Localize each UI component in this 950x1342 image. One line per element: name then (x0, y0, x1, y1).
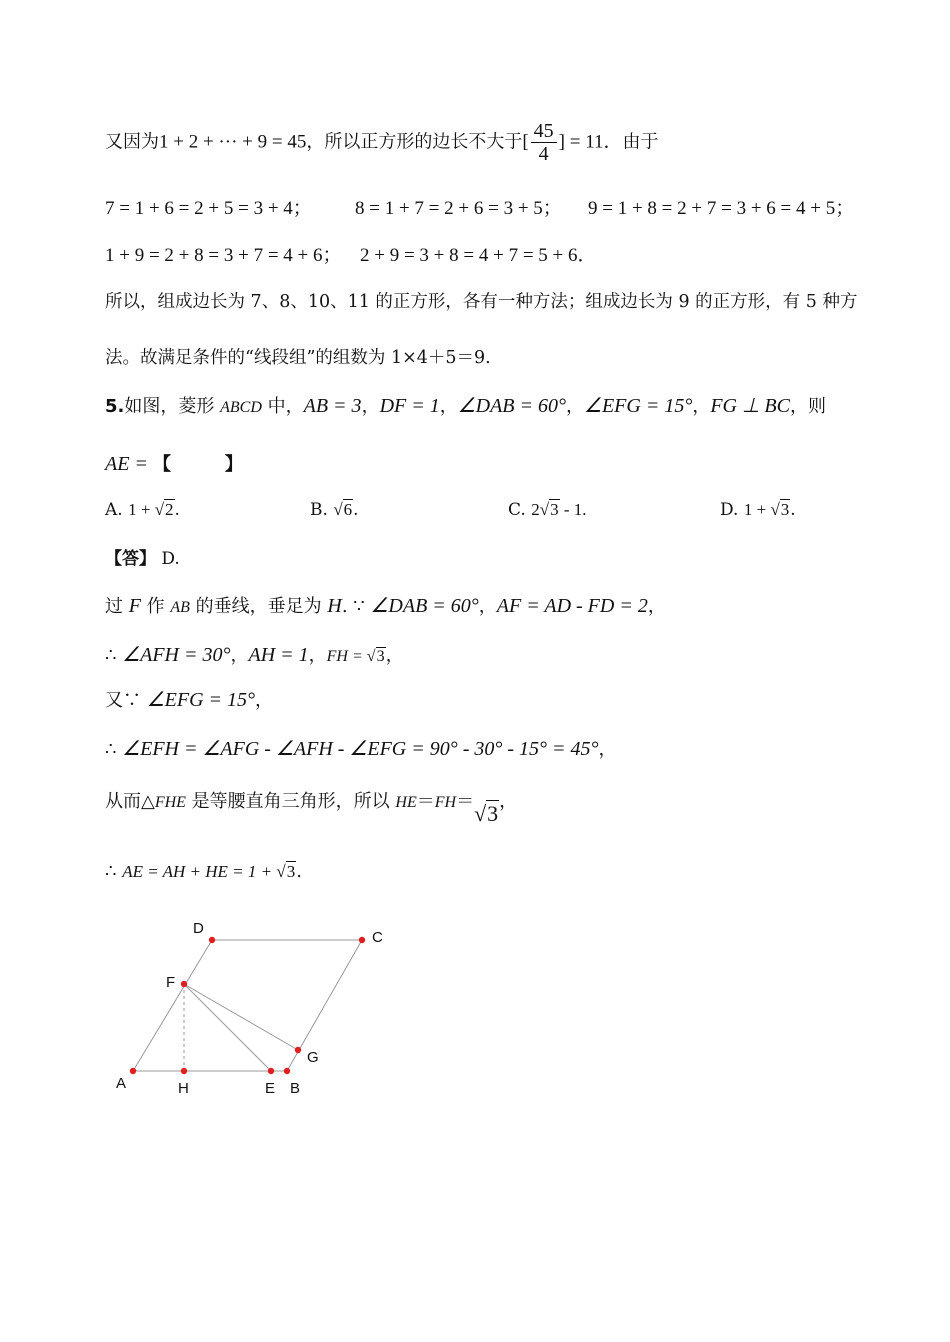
conclusion-line-2: 法。故满足条件的“线段组”的组数为 1×4＋5＝9. (105, 348, 491, 368)
label-e: E (265, 1080, 276, 1097)
label-h: H (178, 1080, 189, 1097)
label-d: D (193, 920, 204, 937)
label-b: B (290, 1080, 301, 1097)
answer-line: 【答】 D. (105, 549, 180, 569)
problem-number: 5. (105, 396, 125, 417)
segment-fe (184, 984, 271, 1071)
point-f (181, 981, 187, 987)
point-a (130, 1068, 136, 1074)
solution-line-4: ∴ ∠EFH = ∠AFG - ∠AFH - ∠EFG = 90° - 30° - 15° = 45°， (105, 738, 617, 760)
problem-statement: 5.如图，菱形 ABCD 中，AB = 3，DF = 1，∠DAB = 60°，∠EFG = 15°，FG ⊥ BC，则 (105, 395, 826, 417)
option-b: B. √6. (310, 500, 359, 520)
label-f: F (166, 974, 176, 991)
intro-line: 又因为1 + 2 + ··· + 9 = 45，所以正方形的边长不大于[ $\frac{45}{4}$ ] = 11．由于 (105, 120, 659, 165)
point-e (268, 1068, 274, 1074)
option-d: D. 1 + √3. (720, 500, 796, 520)
point-g (295, 1047, 301, 1053)
label-a: A (116, 1075, 127, 1092)
equation-7: 7 = 1 + 6 = 2 + 5 = 3 + 4； (105, 198, 312, 219)
equation-11: 2 + 9 = 3 + 8 = 4 + 7 = 5 + 6． (360, 245, 597, 266)
equation-9: 9 = 1 + 8 = 2 + 7 = 3 + 6 = 4 + 5； (588, 198, 855, 219)
point-c (359, 937, 365, 943)
solution-line-2: ∴ ∠AFH = 30°，AH = 1，FH = √3， (105, 644, 404, 666)
solution-line-5: 从而△FHE 是等腰直角三角形，所以 HE＝FH＝√3， (105, 791, 518, 826)
problem-ask: AE = 【 】 (105, 453, 243, 475)
sum-expression: 1 + 2 + ··· + 9 = 45 (159, 131, 307, 153)
conclusion-line-1: 所以，组成边长为 7、8、10、11 的正方形，各有一种方法；组成边长为 9 的正方形，有 5 种方 (105, 292, 858, 312)
equation-10: 1 + 9 = 2 + 8 = 3 + 7 = 4 + 6； (105, 245, 342, 266)
point-h (181, 1068, 187, 1074)
solution-line-3: 又∵ ∠EFG = 15°， (105, 689, 274, 711)
label-c: C (372, 929, 383, 946)
solution-line-1: 过 F 作 AB 的垂线，垂足为 H. ∵ ∠DAB = 60°，AF = AD - FD = 2， (105, 595, 666, 617)
rhombus-abcd (133, 940, 362, 1071)
point-b (284, 1068, 290, 1074)
option-c: C. 2√3 - 1. (508, 500, 587, 520)
answer-value: D. (161, 549, 180, 569)
solution-line-6: ∴ AE = AH + HE = 1 + √3. (105, 861, 302, 882)
segment-fg (184, 984, 298, 1050)
label-g: G (307, 1049, 319, 1066)
fraction-45-over-4: $\frac{45}{4}$ (531, 120, 557, 165)
option-a: A. 1 + √2. (105, 500, 180, 520)
point-d (209, 937, 215, 943)
equation-8: 8 = 1 + 7 = 2 + 6 = 3 + 5； (355, 198, 562, 219)
